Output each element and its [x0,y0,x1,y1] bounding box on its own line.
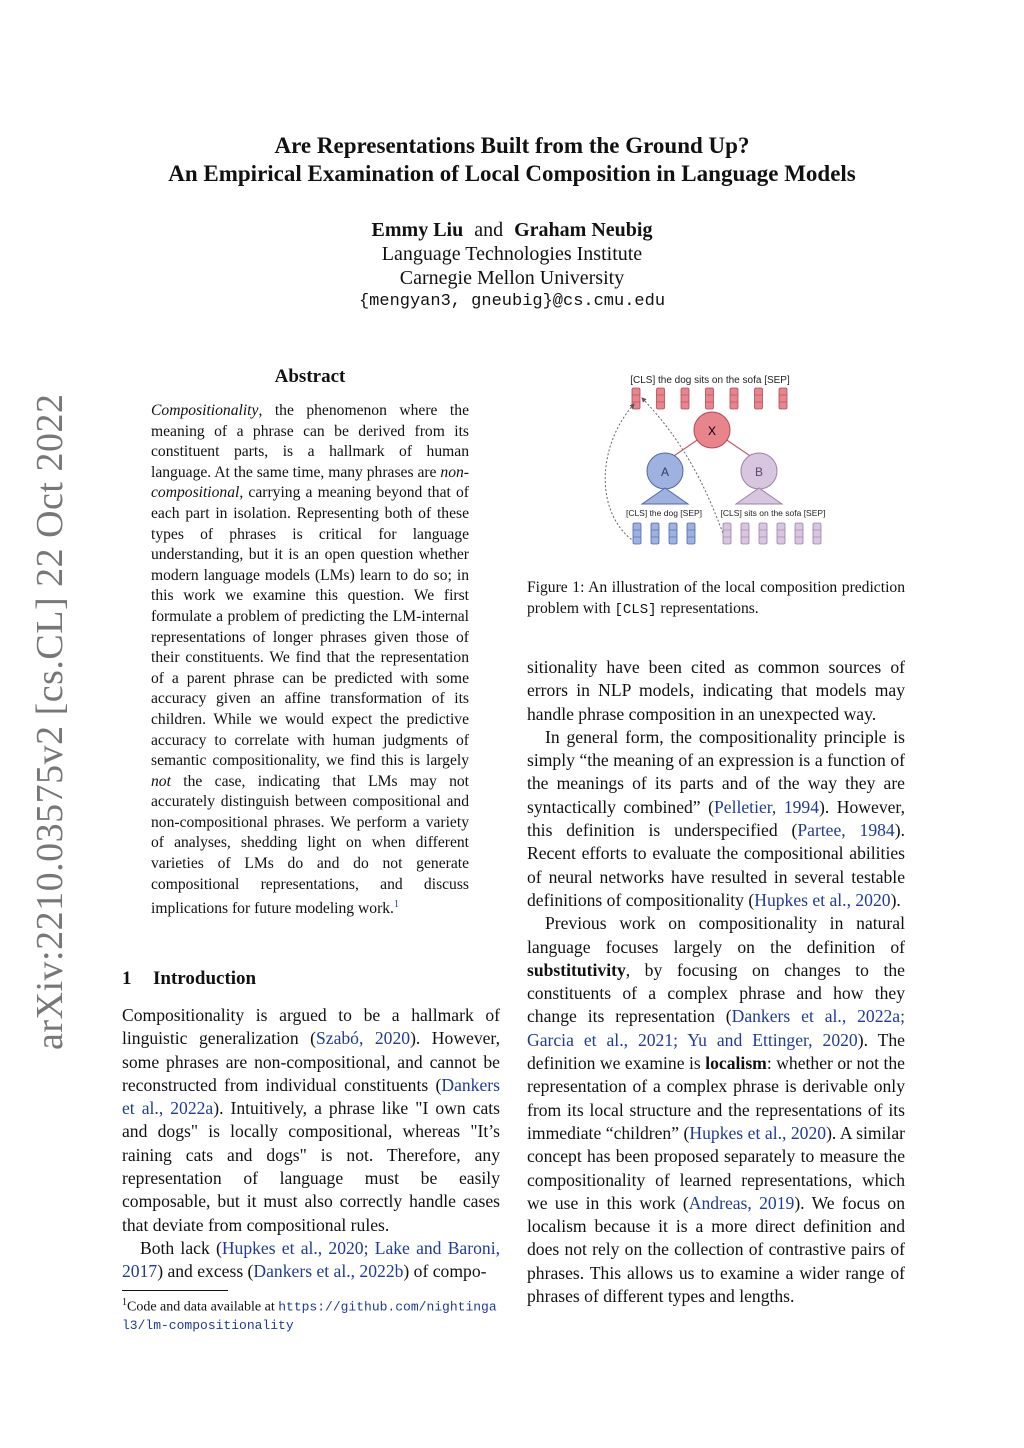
term-substitutivity: substitutivity [527,959,626,980]
parent-token-vector [632,388,640,409]
section-number: 1 [122,968,132,989]
citation-link[interactable]: Dankers et al., 2022a; Garcia et al., 2021; Yu and Ettinger, 2020 [527,1006,905,1050]
author-email: {mengyan3, gneubig}@cs.cmu.edu [358,292,666,311]
text: , by focusing on changes to the constituents of a complex phrase and how they change its representation ( [527,959,905,1027]
arxiv-identifier: arXiv:2210.03575v2 [cs.CL] 22 Oct 2022 [29,393,71,1050]
author-block [0,218,1024,314]
parent-token-vectors [632,388,787,409]
text: Compositionality is argued to be a hallmark of linguistic generalization ( [122,1005,500,1049]
text: ). [890,889,901,910]
author-conjunction: and [474,219,504,241]
section-heading-introduction [122,968,256,990]
text: ). The definition we examine is [527,1029,905,1074]
citation-link[interactable]: Hupkes et al., 2020; Lake and Baroni, 2017 [122,1237,500,1282]
parent-token-vector [657,388,665,409]
footnote-rule [122,1290,228,1291]
citation-link[interactable]: Dankers et al., 2022a [122,1074,500,1119]
section-title: Introduction [153,968,257,989]
figure-1 [590,368,850,553]
intro-paragraph-2 [122,1237,500,1284]
text: : whether or not the representation of a complex phrase is derivable only from its local structure and the representations of its immediate “children” ( [527,1053,905,1143]
child-b-token-vector [723,523,731,544]
child-b-token-vector [777,523,785,544]
child-a-token-vector [651,523,659,544]
figure-left-label: [CLS] the dog [SEP] [625,508,703,518]
abstract-em-compositionality: Compositionality [151,402,259,419]
child-a-token-vectors [633,523,695,544]
subtree-b [736,488,782,504]
abstract-text-a: , the phenomenon where the meaning of a phrase can be derived from its constituent parts, is a hallmark of human language. At the same time, many phrases are [151,402,469,481]
right-paragraph-2 [527,726,905,912]
subtree-a [642,488,688,504]
citation-link[interactable]: Partee, 1984 [797,820,895,841]
footnote-url[interactable]: https://github.com/nightingal3/lm-compositionality [122,1299,497,1333]
caption-text-a: Figure 1: An illustration of the local composition prediction problem with [527,579,905,617]
citation-link[interactable]: Szabó, 2020 [315,1028,411,1049]
child-b-token-vectors [723,523,821,544]
parent-token-vector [706,388,714,409]
citation-link[interactable]: Hupkes et al., 2020 [689,1122,827,1143]
child-a-token-vector [669,523,677,544]
abstract-text-c: the case, indicating that LMs may not accurately distinguish between compositional and non-compositional phrases. We perform a variety of analyses, shedding light on when different varieties of LMs do and do not generate compositional representations, and discuss implications for future modeling work. [151,772,469,918]
figure-top-label: [CLS] the dog sits on the sofa [SEP] [630,375,790,386]
text: ). Recent efforts to evaluate the compositional abilities of neural networks have resulted in several testable definitions of compositionality ( [527,820,905,910]
caption-text-b: representations. [656,599,759,617]
child-b-token-vector [759,523,767,544]
text: ). However, this definition is underspecified ( [527,796,905,841]
child-a-token-vector [633,523,641,544]
text: ). A similar concept has been proposed separately to measure the compositionality of learned representations, which we use in this work ( [527,1122,905,1213]
child-a-token-vector [687,523,695,544]
citation-link[interactable]: Dankers et al., 2022b [253,1261,404,1282]
child-b-token-vector [813,523,821,544]
footnote-text: Code and data available at [127,1299,279,1315]
child-b-token-vector [741,523,749,544]
abstract-text-b: , carrying a meaning beyond that of each part in isolation. Representing both of these types of phrases is critical for language understanding, but it is an open question whether modern language models (LMs) learn to do so; in this work we examine this question. We first formulate a problem of predicting the LM-internal representations of longer phrases given those of their constituents. We find that the representation of a parent phrase can be predicted with some accuracy given an affine transformation of its children. While we would expect the predictive accuracy to correlate with human judgments of semantic compositionality, we find this is largely [151,484,469,770]
citation-link[interactable]: Pelletier, 1994 [714,796,820,817]
author-1: Emmy Liu [371,219,464,241]
footnote-mark: 1 [122,1297,127,1308]
author-2: Graham Neubig [514,219,653,241]
affiliation-1: Language Technologies Institute [381,243,643,265]
text: Both lack ( [140,1237,222,1258]
abstract-em-noncompositional: non-compositional [151,463,469,502]
caption-code: [CLS] [614,601,657,618]
figure-1-caption [527,578,905,620]
right-paragraph-1: sitionality have been cited as common sources of errors in NLP models, indicating that models may handle phrase composition in an unexpected way. [527,657,905,724]
text: Previous work on compositionality in natural language focuses largely on the definition of [527,913,905,957]
parent-token-vector [779,388,787,409]
abstract-heading: Abstract [274,366,346,387]
paper-title [0,132,1024,188]
figure-right-label: [CLS] sits on the sofa [SEP] [720,508,826,518]
title-line-1: Are Representations Built from the Ground Up? [274,133,750,158]
term-localism: localism [705,1053,767,1074]
intro-left-column [122,1004,500,1284]
right-paragraph-3 [527,912,905,1308]
text: ) of compo- [403,1261,487,1282]
citation-link[interactable]: Hupkes et al., 2020 [754,889,891,910]
parent-token-vector [681,388,689,409]
text: ) and excess ( [157,1261,254,1282]
text: ). We focus on localism because it is a more direct definition and does not rely on the collection of contrastive pairs of phrases. This allows us to examine a wider range of phrases of different types and lengths. [527,1192,905,1307]
text: ). Intuitively, a phrase like "I own cats and dogs" is locally compositional, whereas "It’s raining cats and dogs" is not. Therefore, any representation of language must be easily composable, but it must also correctly handle cases that deviate from compositional rules. [122,1098,500,1235]
node-a-label: A [660,465,670,479]
dashed-arrow-left [605,404,638,544]
intro-right-column [527,656,905,1308]
footnote-ref[interactable]: 1 [393,899,399,911]
citation-link[interactable]: Andreas, 2019 [688,1192,795,1213]
abstract-body [151,401,469,920]
child-b-token-vector [795,523,803,544]
parent-token-vector [755,388,763,409]
text: ). However, some phrases are non-compositional, and cannot be reconstructed from individual constituents ( [122,1028,500,1095]
affiliation-2: Carnegie Mellon University [399,267,625,289]
author-names [0,218,1024,242]
title-line-2: An Empirical Examination of Local Composition in Language Models [168,161,856,186]
abstract-em-not: not [151,772,171,790]
node-b-label: B [754,465,764,479]
text: In general form, the compositionality principle is simply “the meaning of an expression is a function of the meanings of its parts and of the way they are syntactically combined” ( [527,726,905,817]
parent-token-vector [730,388,738,409]
node-x-label: X [707,424,717,438]
intro-paragraph-1 [122,1004,500,1237]
footnote [122,1294,500,1335]
